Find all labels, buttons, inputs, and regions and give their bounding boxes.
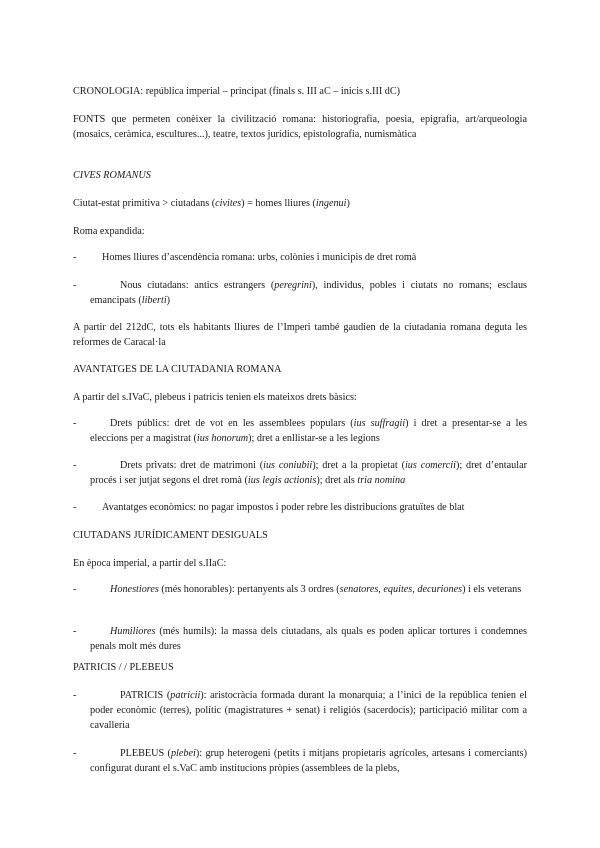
- cronologia-label: CRONOLOGIA:: [73, 86, 144, 97]
- list-item: [73, 624, 527, 654]
- bullet-dash: -: [73, 626, 77, 637]
- list-item-text: Humiliores (més humils): la massa dels ciutadans, als quals es poden aplicar tortures i condemnes penals molt més dures: [90, 626, 527, 652]
- bullet-dash: -: [73, 280, 77, 291]
- avantatges-intro: A partir del s.IVaC, plebeus i patricis tenien els mateixos drets bàsics:: [73, 392, 357, 403]
- patricis-heading: PATRICIS / / PLEBEUS: [73, 662, 174, 673]
- roma-expandida-paragraph: Roma expandida:: [73, 226, 145, 237]
- apartir-212-paragraph: A partir del 212dC, tots els habitants lliures de l’Imperi també gaudien de la ciutadania romana deguta les reformes de Caracal·la: [73, 322, 527, 348]
- fonts-paragraph: [73, 112, 527, 142]
- ciutadans-heading: CIUTADANS JURÍDICAMENT DESIGUALS: [73, 530, 268, 541]
- cives-romanus-heading: CIVES ROMANUS: [73, 170, 151, 181]
- list-item: [73, 458, 527, 488]
- bullet-dash: -: [73, 460, 77, 471]
- list-item: [73, 500, 527, 515]
- list-item: [73, 688, 527, 733]
- list-item-text: Drets públics: dret de vot en les assemblees populars (ius suffragii) i dret a presentar-se a les eleccions per a magistrat (ius honorum); dret a enllistar-se a les legions: [90, 418, 527, 444]
- list-item: [73, 278, 527, 308]
- bullet-dash: -: [73, 748, 77, 759]
- list-item-text: Nous ciutadans: antics estrangers (peregrini), individus, pobles i ciutats no romans; esclaus emancipats (liberti): [90, 280, 528, 306]
- bullet-dash: -: [73, 690, 77, 701]
- list-item: [73, 582, 527, 597]
- ciutat-estat-paragraph: Ciutat-estat primitiva > ciutadans (civites) = homes lliures (ingenui): [73, 198, 350, 209]
- list-item-text: PATRICIS (patricii): aristocràcia formada durant la monarquia; a l’inici de la república tenien el poder econòmic (terres), polític (magistratures + senat) i religiós (sacerdocis); participació militar com a cavalleria: [90, 690, 527, 731]
- cronologia-text: república imperial – principat (finals s. III aC – inicis s.III dC): [143, 86, 401, 97]
- cronologia-paragraph: [73, 84, 527, 99]
- list-item-text: PLEBEUS (plebei): grup heterogeni (petits i mitjans propietaris agrícoles, artesans i comerciants) configurat durant el s.VaC amb institucions pròpies (assemblees de la plebs,: [90, 748, 527, 774]
- list-item-text: Avantatges econòmics: no pagar impostos i poder rebre les distribucions gratuïtes de blat: [102, 502, 465, 513]
- fonts-text: que permeten conèixer la civilització romana: historiografia, poesia, epigrafia, art/arqueologia (mosaics, ceràmica, escultures...), teatre, textos jurídics, epistolografia, numismàtica: [73, 114, 527, 140]
- list-item-text: Homes lliures d’ascendència romana: urbs, colònies i municipis de dret romà: [102, 252, 417, 263]
- list-item-text: Honestiores (més honorables): pertanyents als 3 ordres (senatores, equites, decuriones) i els veterans: [110, 584, 522, 595]
- avantatges-heading: AVANTATGES DE LA CIUTADANIA ROMANA: [73, 364, 282, 375]
- bullet-dash: -: [73, 584, 77, 595]
- fonts-label: FONTS: [73, 114, 106, 125]
- bullet-dash: -: [73, 418, 77, 429]
- ciutadans-intro: En època imperial, a partir del s.IIaC:: [73, 558, 227, 569]
- list-item: [73, 416, 527, 446]
- list-item-text: Drets privats: dret de matrimoni (ius coniubii); dret a la propietat (ius comercii); dret d’entaular procés i ser jutjat segons el dret romà (ius legis actionis); dret als tria nomina: [90, 460, 527, 486]
- list-item: [73, 250, 527, 265]
- bullet-dash: -: [73, 252, 77, 263]
- list-item: [73, 746, 527, 776]
- bullet-dash: -: [73, 502, 77, 513]
